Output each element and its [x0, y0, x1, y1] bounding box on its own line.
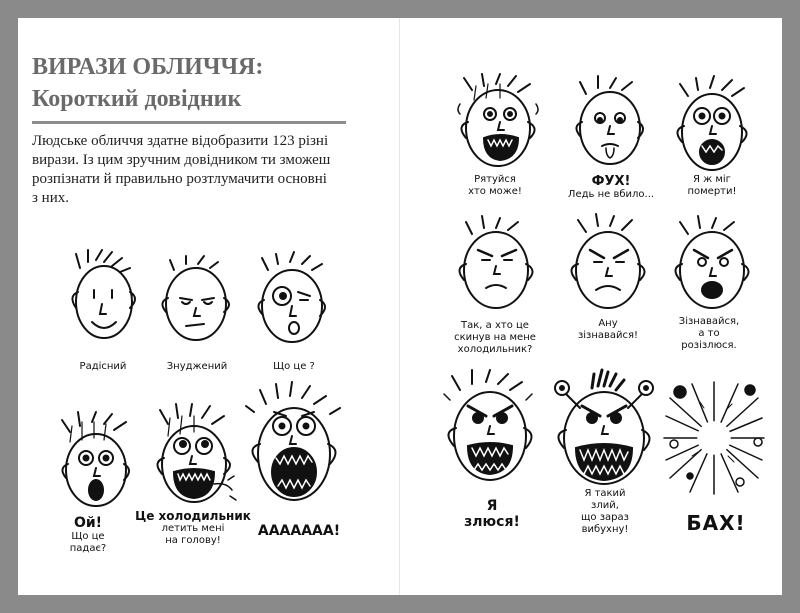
caption-furious: Я такий злий, що зараз вибухну! [581, 488, 629, 535]
suspicious-face-icon [454, 216, 540, 316]
terrified-face-icon [670, 76, 754, 176]
furious-face-icon [548, 368, 660, 498]
caption-panicked: Рятуйся хто може! [468, 174, 522, 197]
caption-happy: Радісний [79, 361, 127, 372]
accusing-face-icon [566, 214, 650, 314]
caption-suspicious: Так, а хто це скинув на мене холодильник? [454, 320, 536, 355]
caption-terrified: Я ж міг померти! [687, 174, 737, 197]
caption-threatening: Зізнавайся, а то розізлюся. [678, 316, 740, 351]
page-title: ВИРАЗИ ОБЛИЧЧЯ: [32, 54, 264, 80]
caption-relieved: ФУХ! Ледь не вбило... [567, 174, 655, 200]
caption-surprised: Ой! Що це падає? [69, 515, 107, 554]
right-page [400, 18, 782, 595]
scared-face-icon [150, 404, 240, 510]
caption-accusing: Ану зізнавайся! [577, 318, 639, 341]
caption-angry: Я злюся! [464, 498, 520, 530]
left-page [18, 18, 400, 595]
bored-face-icon [158, 254, 234, 346]
title-divider [32, 121, 346, 124]
caption-explosion: БАХ! [686, 511, 746, 535]
caption-screaming: ААААААА! [257, 523, 341, 539]
intro-line: Людське обличчя здатне відобразити 123 різні [32, 133, 329, 149]
intro-line: з них. [32, 190, 69, 206]
angry-face-icon [440, 370, 540, 490]
panicked-face-icon [456, 74, 544, 174]
book-spread [18, 18, 782, 595]
screaming-face-icon [244, 382, 344, 512]
intro-line: розпізнати й правильно розтлумачити основні [32, 171, 327, 187]
surprised-face-icon [56, 412, 138, 512]
caption-bored: Знуджений [166, 361, 228, 372]
intro-line: вирази. Із цим зручним довідником ти зможеш [32, 152, 331, 168]
page-subtitle: Короткий довідник [32, 86, 242, 112]
relieved-face-icon [570, 76, 650, 172]
explosion-icon [662, 378, 766, 498]
caption-puzzled: Що це ? [273, 361, 315, 372]
threatening-face-icon [670, 216, 754, 316]
caption-scared: Це холодильник летить мені на голову! [135, 509, 251, 546]
puzzled-face-icon [252, 252, 332, 348]
intro-paragraph [32, 132, 352, 208]
happy-face-icon [66, 246, 142, 346]
